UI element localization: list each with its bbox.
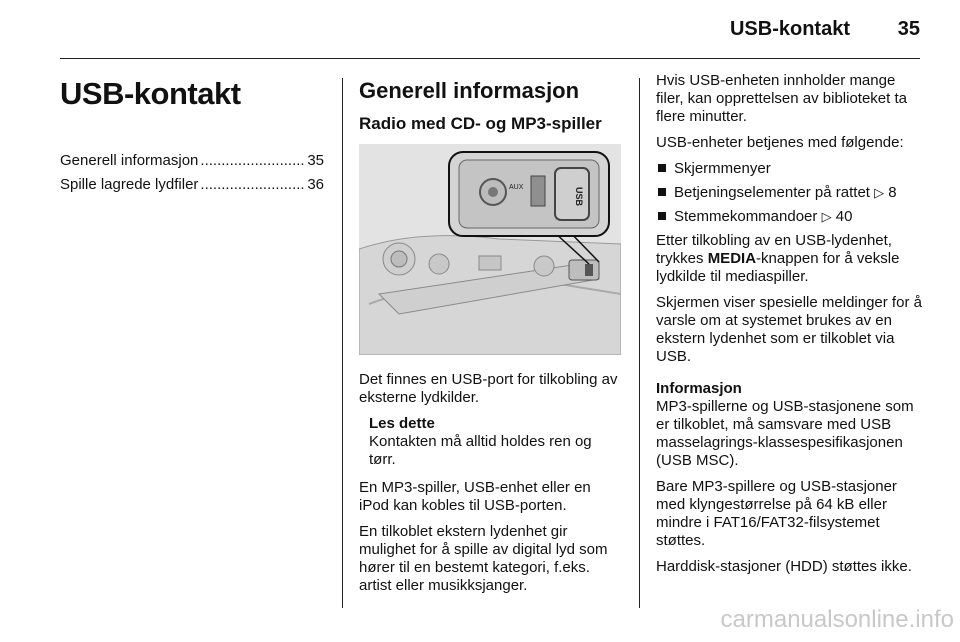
paragraph: Bare MP3-spillere og USB-stasjoner med klyngestørrelse på 64 kB eller mindre i FAT16/FAT32-filsystemet støttes.	[656, 478, 897, 549]
page-reference[interactable]: 8	[888, 184, 897, 201]
running-title: USB-kontakt	[729, 18, 850, 40]
list-item-text: Stemmekommandoer	[674, 208, 818, 225]
usb-port-illustration	[359, 144, 621, 355]
list-item	[656, 184, 924, 202]
page-reference-icon: ▷	[874, 185, 885, 200]
toc-leader	[200, 152, 305, 170]
control-list	[656, 160, 924, 226]
bullet-icon	[658, 164, 666, 172]
bullet-icon	[658, 188, 666, 196]
media-keyword: MEDIA	[707, 250, 757, 267]
continued-column	[656, 72, 924, 584]
paragraph: Hvis USB-enheten innholder mange filer, kan opprettelsen av biblioteket ta flere minutter.	[656, 72, 907, 125]
column-divider-1	[342, 78, 343, 608]
paragraph	[656, 232, 924, 286]
paragraph: En tilkoblet ekstern lydenhet gir mulighet for å spille av digital lyd som hører til en bestemt kategori, f.eks. artist eller musikksjanger.	[359, 523, 608, 594]
page-reference[interactable]: 40	[835, 208, 853, 225]
toc-item-page: 36	[307, 176, 324, 193]
list-item	[656, 208, 924, 226]
note-title: Les dette	[369, 415, 435, 432]
header-divider	[60, 58, 920, 59]
section-title: Generell informasjon	[359, 78, 580, 103]
list-item-text: Betjeningselementer på rattet	[674, 184, 870, 201]
paragraph: Det finnes en USB-port for tilkobling av eksterne lydkilder.	[359, 371, 618, 406]
chapter-title: USB-kontakt	[60, 76, 241, 111]
text-run: -knappen for å veksle lydkilde til mediaspiller.	[656, 250, 900, 285]
chapter-column	[60, 72, 324, 200]
toc-item[interactable]	[60, 176, 324, 194]
paragraph: En MP3-spiller, USB-enhet eller en iPod kan kobles til USB-porten.	[359, 479, 591, 514]
toc-item[interactable]	[60, 152, 324, 170]
paragraph: USB-enheter betjenes med følgende:	[656, 134, 904, 151]
section-column	[359, 72, 621, 603]
bullet-icon	[658, 212, 666, 220]
paragraph: MP3-spillerne og USB-stasjonene som er tilkoblet, må samsvare med USB masselagrings-klassespesifikasjonen (USB MSC).	[656, 398, 914, 469]
toc-item-label: Spille lagrede lydfiler	[60, 176, 199, 193]
section-subtitle: Radio med CD- og MP3-spiller	[359, 114, 602, 133]
watermark: carmanualsonline.info	[720, 606, 954, 633]
usb-port-drawing	[359, 144, 621, 355]
page-header	[0, 0, 960, 60]
list-item-text: Skjermmenyer	[674, 160, 771, 177]
toc-item-page: 35	[307, 152, 324, 169]
note-text: Kontakten må alltid holdes ren og tørr.	[369, 433, 592, 468]
toc-leader	[200, 176, 305, 194]
list-item	[656, 160, 924, 178]
paragraph: Skjermen viser spesielle meldinger for å varsle om at systemet brukes av en ekstern lydenhet som er tilkoblet via USB.	[656, 294, 922, 365]
text-run: Etter tilkobling av en USB-lydenhet, trykkes	[656, 232, 892, 267]
aux-label: AUX	[509, 184, 524, 191]
paragraph: Harddisk-stasjoner (HDD) støttes ikke.	[656, 558, 912, 575]
usb-label: USB	[574, 187, 584, 207]
note-box	[369, 415, 621, 469]
toc-item-label: Generell informasjon	[60, 152, 199, 169]
column-divider-2	[639, 78, 640, 608]
page-reference-icon: ▷	[821, 209, 832, 224]
page-number: 35	[897, 18, 920, 40]
info-title: Informasjon	[656, 380, 742, 397]
